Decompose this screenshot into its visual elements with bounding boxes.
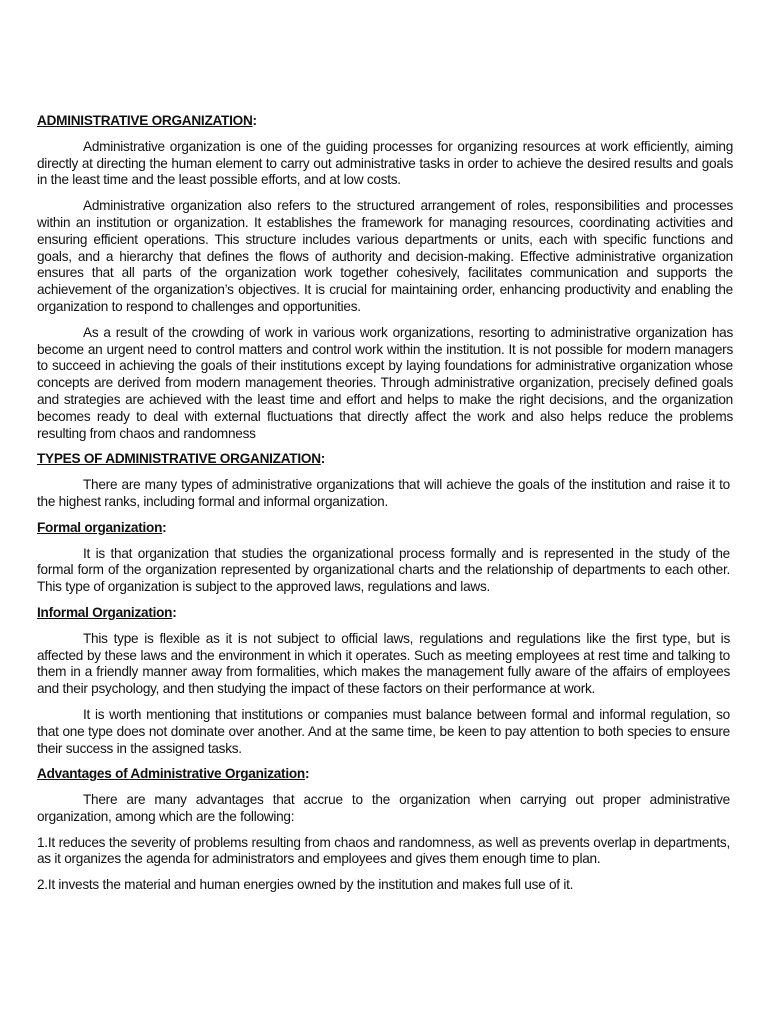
- paragraph-types-1: There are many types of administrative organizations that will achieve the goals of the institution and raise it to the highest ranks, including formal and informal organization.: [37, 477, 730, 509]
- heading-colon: :: [304, 766, 310, 782]
- paragraph-informal-2: It is worth mentioning that institutions or companies must balance between formal and informal regulation, so that one type does not dominate over another. And at the same time, be keen to pay attention to both species to ensure their success in the assigned tasks.: [37, 706, 730, 756]
- paragraph-advantages-1: There are many advantages that accrue to the organization when carrying out proper administrative organization, among which are the following:: [37, 792, 730, 824]
- heading-administrative-organization: [37, 113, 733, 130]
- paragraph-formal-1: It is that organization that studies the organizational process formally and is represented in the study of the formal form of the organization represented by organizational charts and the relationship of departments to each other. This type of organization is subject to the approved laws, regulations and laws.: [37, 545, 730, 595]
- heading-types: [37, 451, 733, 468]
- heading-informal-organization: [37, 605, 733, 622]
- paragraph-admin-2: Administrative organization also refers to the structured arrangement of roles, responsibilities and processes within an institution or organization. It establishes the framework for managing resources, coordinating activities and ensuring efficient operations. This structure includes various departments or units, each with specific functions and goals, and a hierarchy that defines the flows of authority and decision-making. Effective administrative organization ensures that all parts of the organization work together cohesively, facilitates communication and supports the achievement of the organization’s objectives. It is crucial for maintaining order, enhancing productivity and enabling the organization to respond to challenges and opportunities.: [37, 198, 733, 314]
- heading-formal-organization: [37, 520, 733, 537]
- paragraph-informal-1: This type is flexible as it is not subject to official laws, regulations and regulations like the first type, but is affected by these laws and the environment in which it operates. Such as meeting employees at rest time and talking to them in a friendly manner away from formalities, which makes the management fully aware of the affairs of employees and their psychology, and then studying the impact of these factors on their performance at work.: [37, 630, 730, 697]
- heading-text: Informal Organization: [37, 604, 173, 620]
- list-item-advantage-1: 1.It reduces the severity of problems resulting from chaos and randomness, as well as prevents overlap in departments, as it organizes the agenda for administrators and employees and gives them enough time to plan.: [37, 834, 730, 867]
- heading-text: Advantages of Administrative Organization: [37, 766, 305, 782]
- document-page: [37, 113, 733, 903]
- heading-colon: :: [172, 604, 177, 620]
- paragraph-admin-1: Administrative organization is one of the guiding processes for organizing resources at work efficiently, aiming directly at directing the human element to carry out administrative tasks in order to achieve the desired results and goals in the least time and the least possible efforts, and at low costs.: [37, 138, 733, 188]
- heading-text: Formal organization: [37, 519, 163, 535]
- heading-colon: :: [162, 519, 167, 535]
- heading-colon: :: [252, 113, 257, 128]
- paragraph-admin-3: As a result of the crowding of work in various work organizations, resorting to administrative organization has become an urgent need to control matters and control work within the institution. It is not possible for modern managers to succeed in achieving the goals of their institutions except by laying foundations for administrative organization whose concepts are derived from modern management theories. Through administrative organization, precisely defined goals and strategies are achieved with the least time and effort and helps to make the right decisions, and the organization becomes ready to deal with external fluctuations that directly affect the work and also helps reduce the problems resulting from chaos and randomness: [37, 324, 733, 441]
- heading-colon: :: [320, 451, 326, 467]
- heading-advantages: [37, 766, 733, 783]
- heading-text: TYPES OF ADMINISTRATIVE ORGANIZATION: [37, 451, 321, 467]
- list-item-advantage-2: 2.It invests the material and human energies owned by the institution and makes full use of it.: [37, 877, 574, 893]
- heading-text: ADMINISTRATIVE ORGANIZATION: [37, 113, 253, 128]
